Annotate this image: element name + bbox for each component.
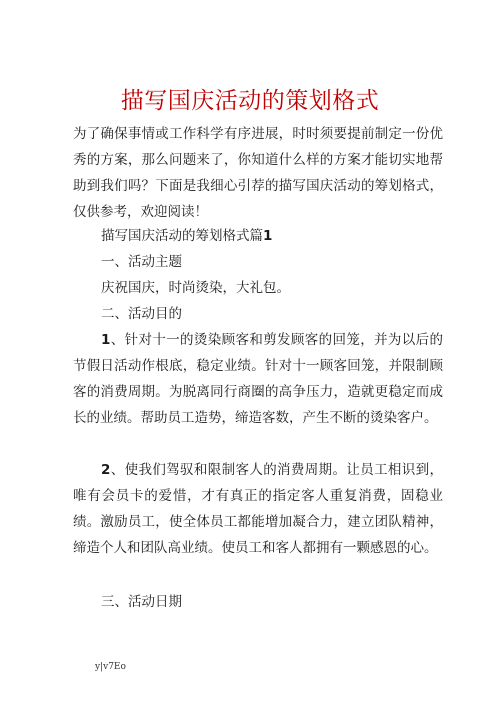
purpose-2-text: 、使我们驾驭和限制客人的消费周期。让员工相识到，唯有会员卡的爱惜，才有真正的指定客人重复消费，固稳业绩。激励员工，使全体员工都能增加凝合力，建立团队精神，缔造个人和团队高业绩。使员工和客人都拥有一颗感恩的心。 (73, 462, 443, 556)
heading-date: 三、活动日期 (101, 594, 182, 610)
purpose-paragraph-1 (73, 327, 443, 431)
heading-theme: 一、活动主题 (101, 254, 182, 270)
purpose-2-number: 2 (101, 462, 111, 478)
section-title-text: 描写国庆活动的筹划格式篇 (101, 228, 263, 244)
heading-purpose: 二、活动目的 (101, 306, 182, 322)
purpose-1-text: 、针对十一的烫染顾客和剪发顾客的回笼，并为以后的节假日活动作根底，稳定业绩。针对十一顾客回笼，并限制顾客的消费周期。为脱离同行商圈的高争压力，造就更稳定而成长的业绩。帮助员工造势，缔造客数，产生不断的烫染客户。 (73, 332, 443, 426)
purpose-paragraph-2 (73, 457, 443, 561)
footer-code: y|v7Eo (95, 662, 126, 672)
document-title: 描写国庆活动的策划格式 (120, 88, 380, 114)
intro-paragraph: 为了确保事情或工作科学有序进展，时时须要提前制定一份优秀的方案，那么问题来了，你知道什么样的方案才能切实地帮助到我们吗？下面是我细心引荐的描写国庆活动的筹划格式，仅供参考，欢迎阅读！ (73, 126, 443, 220)
theme-text: 庆祝国庆，时尚烫染，大礼包。 (101, 280, 290, 296)
purpose-1-number: 1 (101, 332, 111, 348)
section-title (101, 223, 272, 249)
section-title-number: 1 (263, 228, 273, 244)
